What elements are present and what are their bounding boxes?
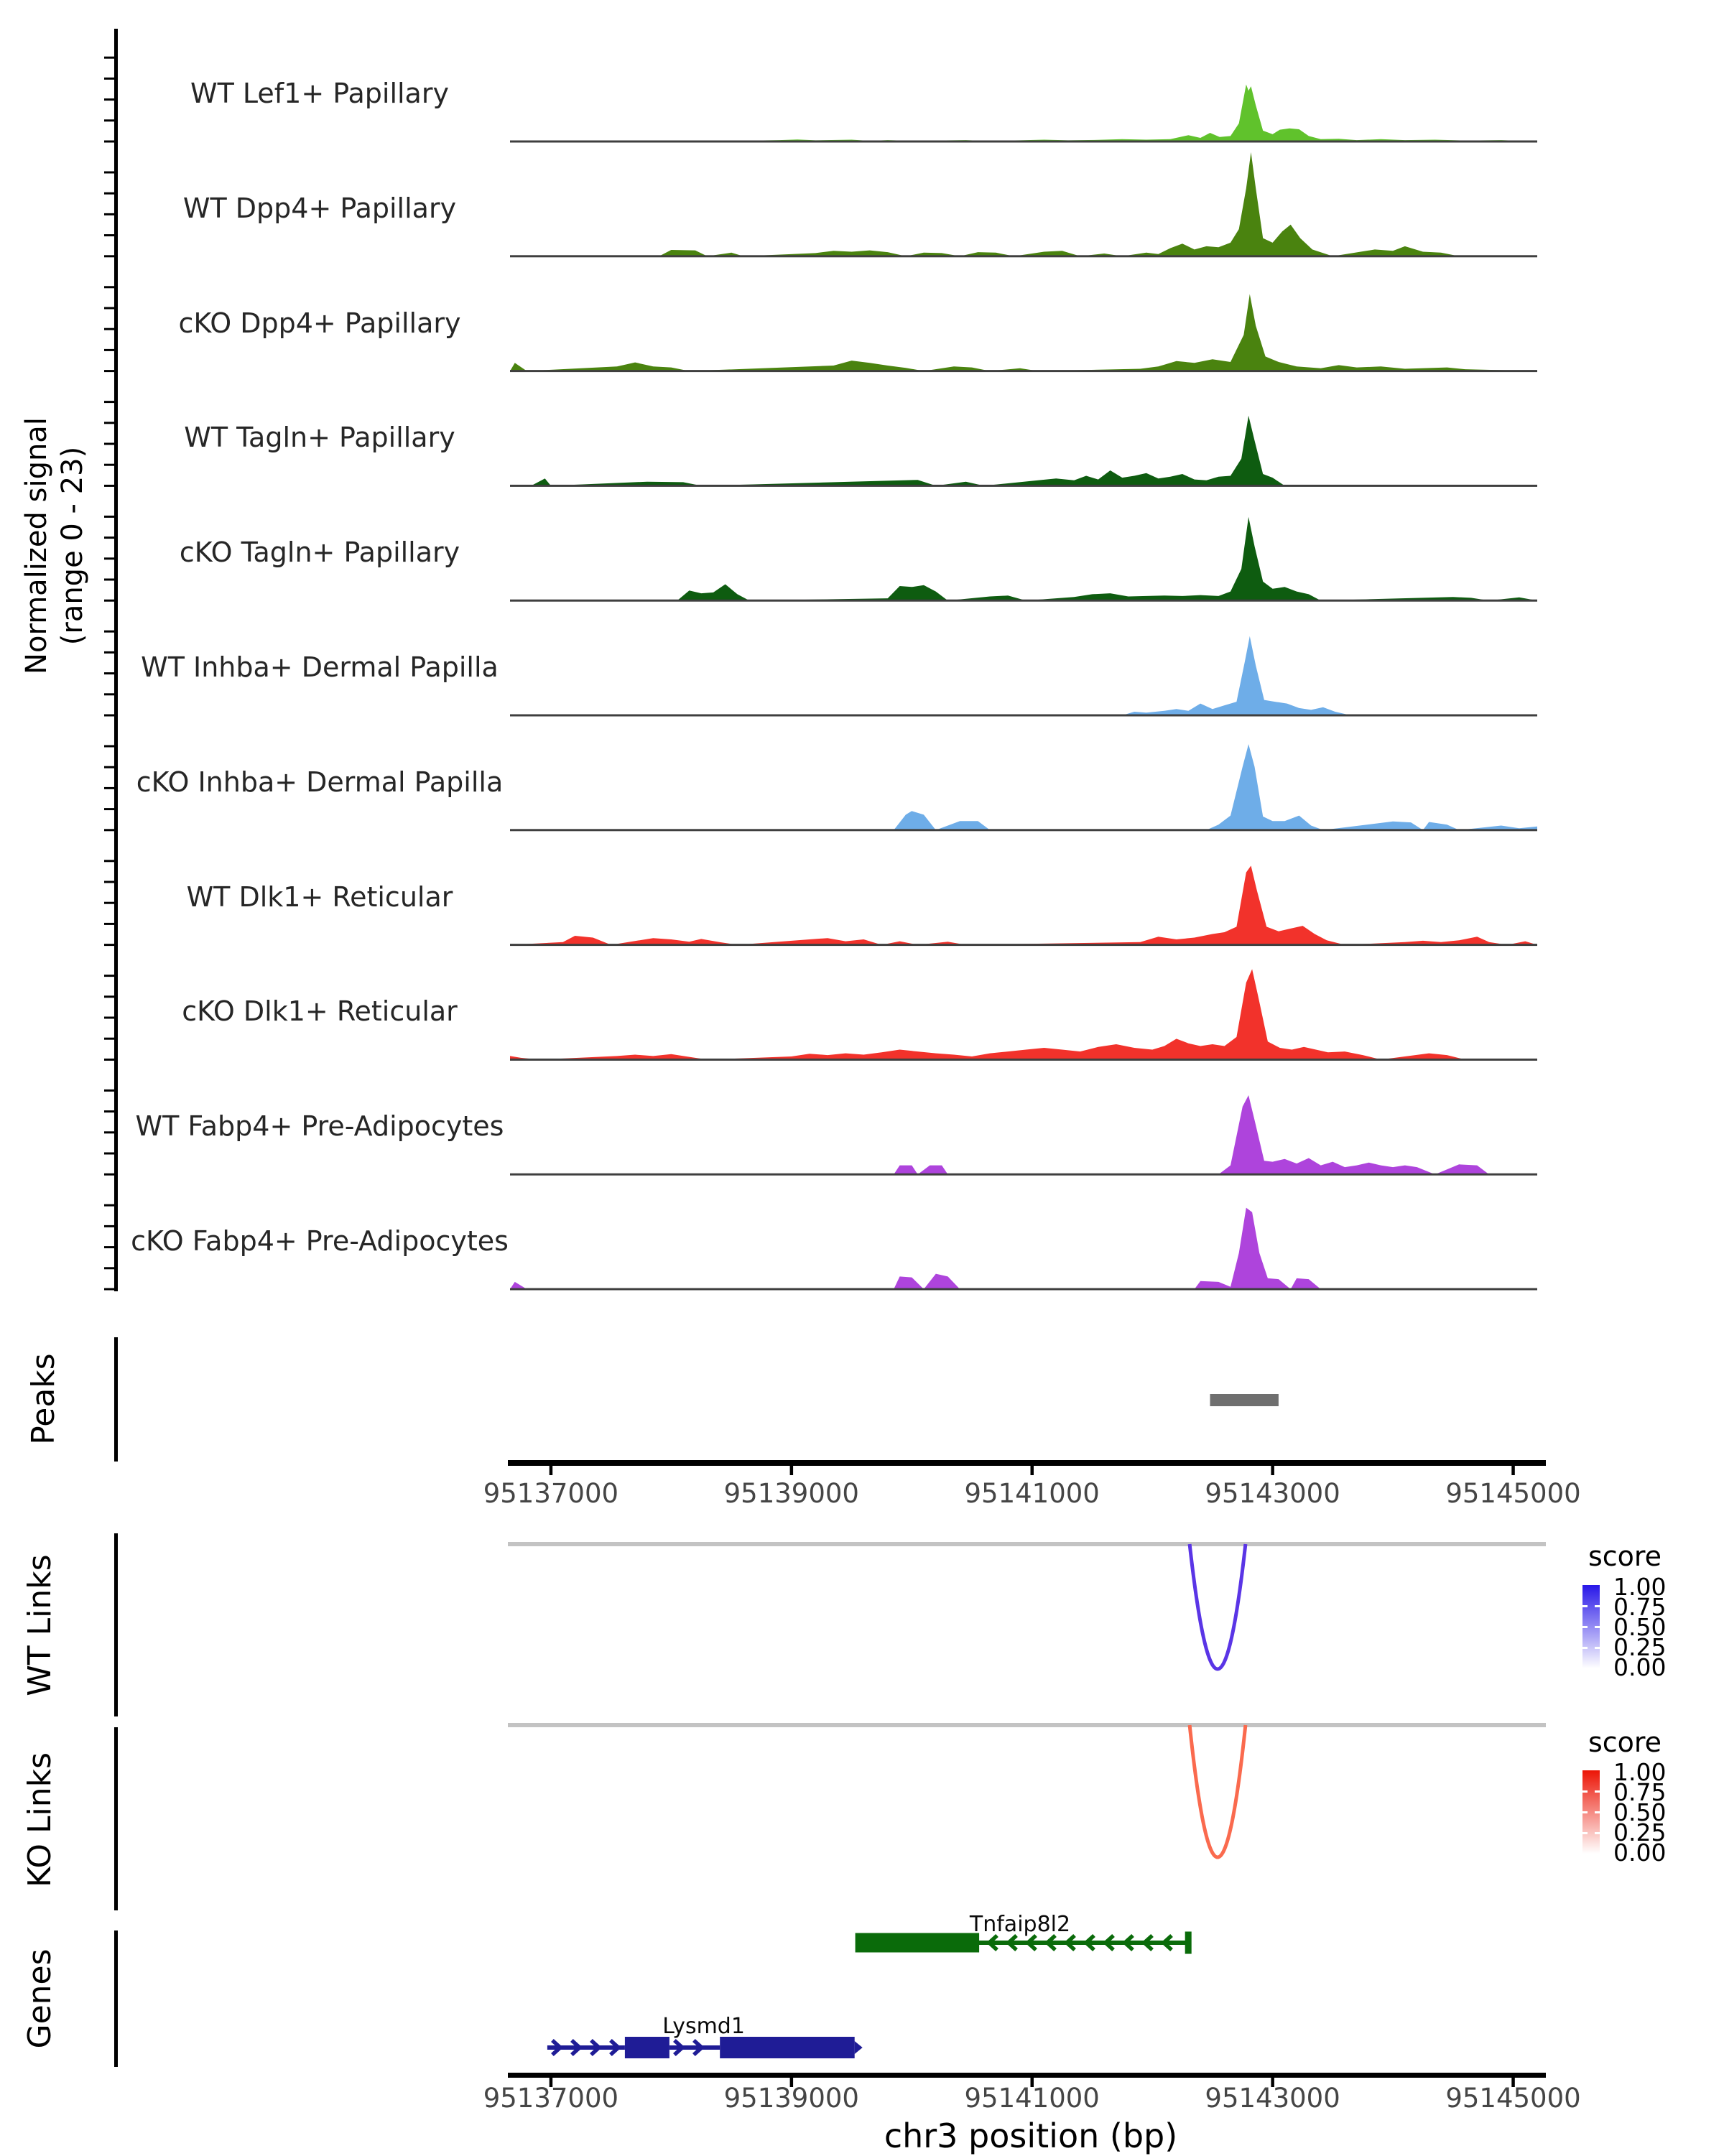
legend-bar-tick bbox=[1582, 1626, 1588, 1628]
y-axis-tick bbox=[104, 286, 114, 288]
y-axis-tick bbox=[104, 808, 114, 810]
legend-tick-label-1-3: 0.25 bbox=[1613, 1818, 1667, 1846]
legend-title-1: score bbox=[1588, 1727, 1662, 1758]
y-axis-tick bbox=[104, 234, 114, 236]
y-axis-tick bbox=[104, 745, 114, 748]
gene-line-Lysmd1 bbox=[669, 2045, 720, 2050]
legend-bar-tick bbox=[1582, 1811, 1588, 1813]
signal-area-9 bbox=[510, 1095, 1537, 1174]
y-axis-label-line2: (range 0 - 23) bbox=[56, 446, 89, 646]
gene-terminal-bar-Tnfaip8l2 bbox=[1185, 1932, 1192, 1954]
y-axis-tick bbox=[104, 829, 114, 831]
genome-axis-upper-tick-label-2: 95141000 bbox=[964, 1478, 1100, 1509]
genome-axis-upper-tick-4 bbox=[1511, 1466, 1515, 1475]
legend-bar-tick bbox=[1595, 1605, 1600, 1607]
track-baseline-9 bbox=[510, 1174, 1537, 1176]
legend-tick-label-1-2: 0.50 bbox=[1613, 1798, 1667, 1826]
track-baseline-10 bbox=[510, 1288, 1537, 1291]
genome-axis-upper-tick-2 bbox=[1031, 1466, 1034, 1475]
y-axis-tick bbox=[104, 1204, 114, 1207]
section-label-ko-links: KO Links bbox=[22, 1752, 58, 1888]
y-axis-tick bbox=[104, 579, 114, 581]
legend-bar-tick bbox=[1595, 1626, 1600, 1628]
y-axis-tick bbox=[104, 1174, 114, 1176]
gene-exon-Lysmd1-0 bbox=[625, 2037, 669, 2058]
track-baseline-1 bbox=[510, 255, 1537, 257]
section-label-genes: Genes bbox=[22, 1948, 58, 2049]
track-baseline-2 bbox=[510, 370, 1537, 372]
peak-region-bar-0 bbox=[1210, 1394, 1279, 1406]
legend-tick-label-1-4: 0.00 bbox=[1613, 1839, 1667, 1867]
track-baseline-3 bbox=[510, 485, 1537, 487]
y-axis-tick bbox=[104, 119, 114, 121]
track-label-2: cKO Dpp4+ Papillary bbox=[178, 307, 461, 339]
y-axis-tick bbox=[104, 464, 114, 466]
genome-axis-upper-tick-1 bbox=[790, 1466, 794, 1475]
legend-bar-tick bbox=[1595, 1790, 1600, 1793]
legend-tick-label-0-4: 0.00 bbox=[1613, 1653, 1667, 1681]
legend-title-0: score bbox=[1588, 1541, 1662, 1572]
genes-spine bbox=[114, 1930, 118, 2067]
y-axis-tick bbox=[104, 57, 114, 59]
y-axis-tick bbox=[104, 631, 114, 633]
y-axis-tick bbox=[104, 1267, 114, 1269]
genome-axis-lower-tick-label-1: 95139000 bbox=[723, 2083, 859, 2114]
y-axis-tick bbox=[104, 1059, 114, 1061]
genome-axis-upper-tick-label-1: 95139000 bbox=[723, 1478, 859, 1509]
y-axis-tick bbox=[104, 923, 114, 925]
legend-bar-tick bbox=[1582, 1832, 1588, 1834]
genome-axis-lower-tick-label-4: 95145000 bbox=[1445, 2083, 1581, 2114]
genome-axis-upper-tick-0 bbox=[550, 1466, 553, 1475]
signal-area-0 bbox=[510, 85, 1537, 141]
genome-axis-upper-line bbox=[508, 1460, 1546, 1466]
signal-area-5 bbox=[510, 636, 1537, 715]
legend-tick-label-0-3: 0.25 bbox=[1613, 1633, 1667, 1661]
wt-links-baseline bbox=[508, 1542, 1546, 1546]
peaks-spine bbox=[114, 1337, 118, 1462]
y-axis-tick bbox=[104, 172, 114, 174]
y-axis-tick bbox=[104, 370, 114, 372]
track-baseline-5 bbox=[510, 715, 1537, 717]
y-axis-tick bbox=[104, 349, 114, 351]
x-axis-title: chr3 position (bp) bbox=[884, 2116, 1178, 2155]
y-axis-tick bbox=[104, 600, 114, 602]
y-axis-tick bbox=[104, 401, 114, 403]
track-baseline-7 bbox=[510, 944, 1537, 946]
y-axis-tick bbox=[104, 1288, 114, 1291]
legend-tick-label-0-1: 0.75 bbox=[1613, 1593, 1667, 1621]
track-baseline-6 bbox=[510, 829, 1537, 831]
y-axis-tick bbox=[104, 516, 114, 518]
ko-link-arc-0 bbox=[1190, 1725, 1246, 1857]
legend-tick-label-0-2: 0.50 bbox=[1613, 1613, 1667, 1641]
section-label-wt-links: WT Links bbox=[22, 1554, 58, 1696]
signal-area-6 bbox=[510, 744, 1537, 830]
track-label-7: WT Dlk1+ Reticular bbox=[186, 880, 453, 913]
track-label-5: WT Inhba+ Dermal Papilla bbox=[141, 651, 499, 683]
genome-axis-lower-tick-label-2: 95141000 bbox=[964, 2083, 1100, 2114]
signal-area-1 bbox=[510, 152, 1537, 256]
y-axis-tick bbox=[104, 1038, 114, 1040]
y-axis-tick bbox=[104, 944, 114, 946]
y-axis-tick bbox=[104, 693, 114, 695]
genome-axis-upper-tick-label-4: 95145000 bbox=[1445, 1478, 1581, 1509]
gene-terminal-tip-Lysmd1 bbox=[855, 2041, 863, 2054]
wt-link-arc-0 bbox=[1190, 1544, 1246, 1669]
ko-links-spine bbox=[114, 1727, 118, 1910]
y-axis-label-line1: Normalized signal bbox=[20, 417, 53, 674]
genome-axis-lower-tick-label-3: 95143000 bbox=[1205, 2083, 1340, 2114]
y-axis-tick bbox=[104, 485, 114, 487]
legend-tick-label-1-1: 0.75 bbox=[1613, 1778, 1667, 1806]
gene-label-Tnfaip8l2: Tnfaip8l2 bbox=[969, 1912, 1071, 1937]
genome-axis-lower-tick-label-0: 95137000 bbox=[483, 2083, 619, 2114]
y-axis-tick bbox=[104, 1153, 114, 1155]
signal-area-4 bbox=[510, 517, 1537, 601]
genome-axis-upper-tick-label-3: 95143000 bbox=[1205, 1478, 1340, 1509]
y-axis-tick bbox=[104, 255, 114, 257]
genome-axis-upper-tick-label-0: 95137000 bbox=[483, 1478, 619, 1509]
signal-area-8 bbox=[510, 969, 1537, 1059]
legend-bar-tick bbox=[1595, 1811, 1600, 1813]
legend-bar-tick bbox=[1595, 1832, 1600, 1834]
track-label-0: WT Lef1+ Papillary bbox=[190, 78, 449, 109]
track-label-9: WT Fabp4+ Pre-Adipocytes bbox=[135, 1110, 504, 1143]
genome-axis-upper-tick-3 bbox=[1271, 1466, 1274, 1475]
legend-tick-label-0-0: 1.00 bbox=[1613, 1573, 1667, 1601]
track-label-6: cKO Inhba+ Dermal Papilla bbox=[136, 766, 504, 798]
track-baseline-4 bbox=[510, 600, 1537, 602]
signal-area-10 bbox=[510, 1208, 1537, 1289]
track-label-4: cKO Tagln+ Papillary bbox=[179, 536, 460, 569]
y-axis-tick bbox=[104, 141, 114, 143]
track-baseline-8 bbox=[510, 1059, 1537, 1061]
signal-area-7 bbox=[510, 865, 1537, 944]
legend-tick-label-1-0: 1.00 bbox=[1613, 1758, 1667, 1786]
genome-axis-lower-line bbox=[508, 2073, 1546, 2078]
track-label-10: cKO Fabp4+ Pre-Adipocytes bbox=[131, 1225, 509, 1257]
track-label-3: WT Tagln+ Papillary bbox=[184, 422, 455, 454]
track-label-1: WT Dpp4+ Papillary bbox=[182, 192, 457, 224]
legend-bar-tick bbox=[1582, 1605, 1588, 1607]
y-axis-tick bbox=[104, 715, 114, 717]
legend-bar-tick bbox=[1595, 1647, 1600, 1649]
ko-links-baseline bbox=[508, 1723, 1546, 1727]
y-axis-tick bbox=[104, 860, 114, 862]
gene-exon-Lysmd1-1 bbox=[720, 2037, 854, 2058]
legend-bar-tick bbox=[1582, 1647, 1588, 1649]
section-label-peaks: Peaks bbox=[25, 1353, 62, 1445]
signal-area-2 bbox=[510, 294, 1537, 371]
track-baseline-0 bbox=[510, 141, 1537, 143]
y-axis-tick bbox=[104, 1089, 114, 1092]
wt-links-spine bbox=[114, 1533, 118, 1716]
signal-area-3 bbox=[510, 416, 1537, 486]
gene-label-Lysmd1: Lysmd1 bbox=[662, 2014, 745, 2039]
y-axis-tick bbox=[104, 975, 114, 977]
track-label-8: cKO Dlk1+ Reticular bbox=[182, 995, 458, 1028]
legend-bar-tick bbox=[1582, 1790, 1588, 1793]
